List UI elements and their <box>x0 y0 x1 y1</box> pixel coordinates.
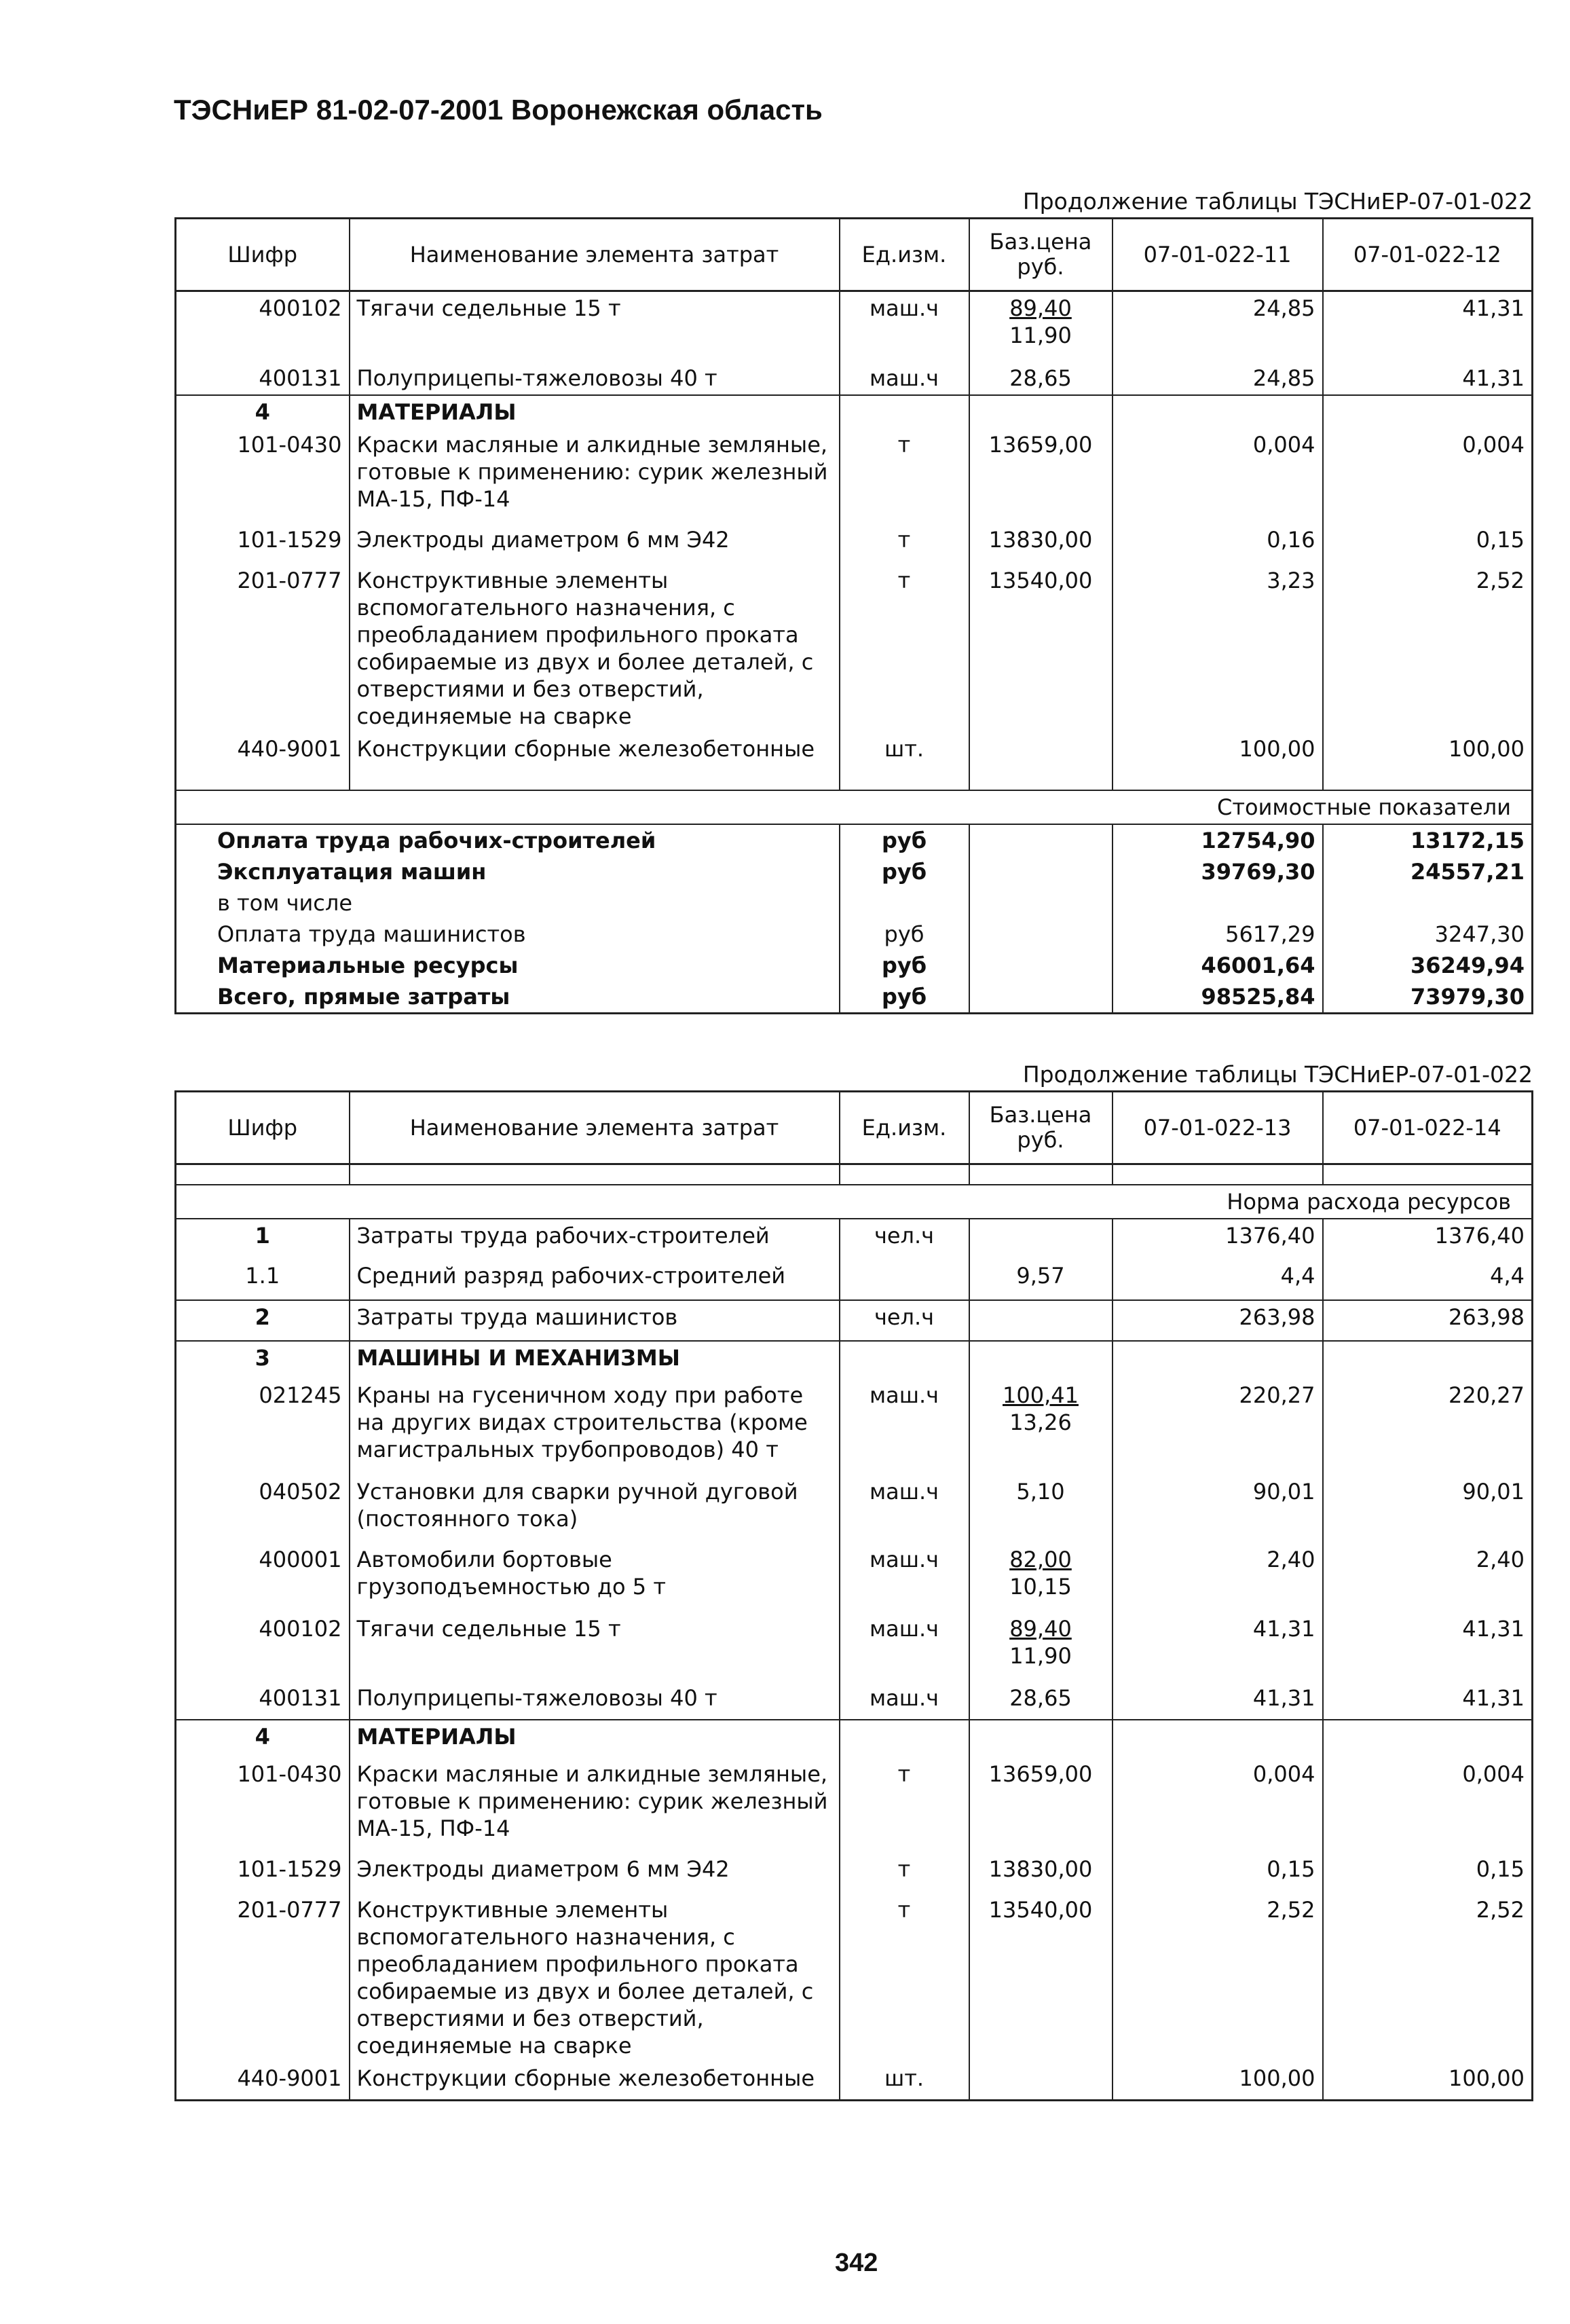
cost-value-12: 13172,15 <box>1323 824 1533 856</box>
cost-heading: Стоимостные показатели <box>176 790 1533 824</box>
row-value-13: 41,31 <box>1113 1612 1323 1682</box>
norm-heading-row <box>176 1185 1533 1219</box>
table-row <box>176 1219 1533 1259</box>
table2-caption: Продолжение таблицы ТЭСНиЕР-07-01-022 <box>1022 1061 1533 1088</box>
col-header-code-12: 07-01-022-12 <box>1323 219 1533 291</box>
row-price: 13830,00 <box>969 523 1113 564</box>
row-name: Средний разряд рабочих-строителей <box>350 1259 840 1300</box>
row-value-13: 0,004 <box>1113 1758 1323 1853</box>
row-unit: шт. <box>840 733 969 771</box>
row-value-13: 90,01 <box>1113 1475 1323 1543</box>
col-header-code-13: 07-01-022-13 <box>1113 1092 1323 1164</box>
row-unit: чел.ч <box>840 1219 969 1259</box>
row-unit: маш.ч <box>840 1475 969 1543</box>
row-name: Тягачи седельные 15 т <box>350 1612 840 1682</box>
col-header-name: Наименование элемента затрат <box>350 1092 840 1164</box>
cost-row <box>176 919 1533 950</box>
table-row <box>176 362 1533 395</box>
section-title: МАТЕРИАЛЫ <box>350 1720 840 1758</box>
cost-unit: руб <box>840 824 969 856</box>
document-title: ТЭСНиЕР 81-02-07-2001 Воронежская область <box>174 94 823 126</box>
row-value-12: 41,31 <box>1323 362 1533 395</box>
row-code: 400001 <box>176 1543 350 1612</box>
col-header-unit: Ед.изм. <box>840 1092 969 1164</box>
cost-row <box>176 887 1533 919</box>
row-price: 28,65 <box>969 362 1113 395</box>
table-row <box>176 1612 1533 1682</box>
cost-value-11: 46001,64 <box>1113 950 1323 981</box>
col-header-price: Баз.цена руб. <box>969 219 1113 291</box>
row-price: 13830,00 <box>969 1853 1113 1894</box>
row-code: 1.1 <box>176 1259 350 1300</box>
row-price <box>969 733 1113 771</box>
section-row <box>176 1720 1533 1758</box>
row-name: Полуприцепы-тяжеловозы 40 т <box>350 1682 840 1720</box>
cost-unit: руб <box>840 981 969 1014</box>
row-value-13: 220,27 <box>1113 1379 1323 1475</box>
row-price: 13659,00 <box>969 428 1113 523</box>
cost-unit: руб <box>840 919 969 950</box>
row-price-value: 100,41 <box>1003 1382 1079 1408</box>
row-value-14: 41,31 <box>1323 1612 1533 1682</box>
row-name: Электроды диаметром 6 мм Э42 <box>350 1853 840 1894</box>
row-code: 101-0430 <box>176 1758 350 1853</box>
cost-value-11: 98525,84 <box>1113 981 1323 1014</box>
row-code: 1 <box>176 1219 350 1259</box>
row-name: Краски масляные и алкидные земляные, готовые к применению: сурик железный МА-15, ПФ-14 <box>350 1758 840 1853</box>
col-header-price: Баз.цена руб. <box>969 1092 1113 1164</box>
row-unit: маш.ч <box>840 362 969 395</box>
cost-value-11: 39769,30 <box>1113 856 1323 887</box>
table-row <box>176 523 1533 564</box>
table-row <box>176 1475 1533 1543</box>
row-value-13: 263,98 <box>1113 1300 1323 1341</box>
table1 <box>174 217 1533 1014</box>
row-code: 201-0777 <box>176 1894 350 2062</box>
row-value-14: 2,52 <box>1323 1894 1533 2062</box>
row-value-14: 4,4 <box>1323 1259 1533 1300</box>
row-unit: т <box>840 1853 969 1894</box>
row-value-13: 2,52 <box>1113 1894 1323 2062</box>
row-name: Конструкции сборные железобетонные <box>350 2062 840 2100</box>
row-unit: т <box>840 428 969 523</box>
section-title: МАТЕРИАЛЫ <box>350 395 840 428</box>
cost-row <box>176 981 1533 1014</box>
cost-row <box>176 824 1533 856</box>
row-price <box>969 1300 1113 1341</box>
section-code: 4 <box>176 1720 350 1758</box>
row-code: 2 <box>176 1300 350 1341</box>
row-unit: маш.ч <box>840 1543 969 1612</box>
row-price-wage: 11,90 <box>1009 322 1072 348</box>
row-price-wage: 10,15 <box>1009 1574 1072 1600</box>
row-value-11: 0,004 <box>1113 428 1323 523</box>
row-name: Тягачи седельные 15 т <box>350 291 840 362</box>
row-code: 101-1529 <box>176 1853 350 1894</box>
row-value-14: 2,40 <box>1323 1543 1533 1612</box>
section-code: 3 <box>176 1341 350 1379</box>
row-price <box>969 1379 1113 1475</box>
col-header-code: Шифр <box>176 219 350 291</box>
col-header-unit: Ед.изм. <box>840 219 969 291</box>
cost-label: Оплата труда рабочих-строителей <box>176 824 840 856</box>
cost-unit: руб <box>840 950 969 981</box>
row-price <box>969 2062 1113 2100</box>
row-unit: т <box>840 564 969 733</box>
row-name: Конструктивные элементы вспомогательного назначения, с преобладанием профильного проката собираемые из двух и более деталей, с отверстиями и без отверстий, соединяемые на сварке <box>350 1894 840 2062</box>
row-value-13: 4,4 <box>1113 1259 1323 1300</box>
row-price <box>969 1612 1113 1682</box>
row-unit: чел.ч <box>840 1300 969 1341</box>
row-code: 400131 <box>176 362 350 395</box>
cost-heading-row <box>176 790 1533 824</box>
table-row <box>176 1758 1533 1853</box>
table-row <box>176 1894 1533 2062</box>
row-price: 9,57 <box>969 1259 1113 1300</box>
row-value-11: 100,00 <box>1113 733 1323 771</box>
col-header-code-14: 07-01-022-14 <box>1323 1092 1533 1164</box>
row-price <box>969 291 1113 362</box>
row-price: 28,65 <box>969 1682 1113 1720</box>
row-unit: шт. <box>840 2062 969 2100</box>
col-header-code: Шифр <box>176 1092 350 1164</box>
cost-value-11: 12754,90 <box>1113 824 1323 856</box>
table-row <box>176 428 1533 523</box>
cost-label: Материальные ресурсы <box>176 950 840 981</box>
row-name: Электроды диаметром 6 мм Э42 <box>350 523 840 564</box>
cost-label: Оплата труда машинистов <box>176 919 840 950</box>
cost-unit <box>840 887 969 919</box>
table-row <box>176 1300 1533 1341</box>
cost-label: в том числе <box>176 887 840 919</box>
row-price-value: 89,40 <box>1009 1616 1072 1642</box>
row-name: Установки для сварки ручной дуговой (постоянного тока) <box>350 1475 840 1543</box>
row-code: 201-0777 <box>176 564 350 733</box>
row-unit: маш.ч <box>840 1682 969 1720</box>
row-value-12: 0,15 <box>1323 523 1533 564</box>
row-value-14: 1376,40 <box>1323 1219 1533 1259</box>
table2-header-row <box>176 1092 1533 1164</box>
row-unit: маш.ч <box>840 291 969 362</box>
table-row <box>176 1682 1533 1720</box>
row-value-14: 0,004 <box>1323 1758 1533 1853</box>
row-price <box>969 1543 1113 1612</box>
cost-value-12: 24557,21 <box>1323 856 1533 887</box>
col-header-code-11: 07-01-022-11 <box>1113 219 1323 291</box>
row-name: Автомобили бортовые грузоподъемностью до 5 т <box>350 1543 840 1612</box>
cost-value-12 <box>1323 887 1533 919</box>
cost-unit: руб <box>840 856 969 887</box>
row-price: 13540,00 <box>969 564 1113 733</box>
table-row <box>176 2062 1533 2100</box>
table-row <box>176 733 1533 771</box>
table2 <box>174 1090 1533 2101</box>
row-name: Краски масляные и алкидные земляные, готовые к применению: сурик железный МА-15, ПФ-14 <box>350 428 840 523</box>
row-value-12: 100,00 <box>1323 733 1533 771</box>
row-value-11: 0,16 <box>1113 523 1323 564</box>
cost-value-11: 5617,29 <box>1113 919 1323 950</box>
row-unit: т <box>840 1894 969 2062</box>
row-price-wage: 11,90 <box>1009 1643 1072 1669</box>
row-value-14: 263,98 <box>1323 1300 1533 1341</box>
section-row <box>176 395 1533 428</box>
cost-value-11 <box>1113 887 1323 919</box>
row-unit: маш.ч <box>840 1379 969 1475</box>
cost-row <box>176 856 1533 887</box>
row-value-14: 220,27 <box>1323 1379 1533 1475</box>
section-code: 4 <box>176 395 350 428</box>
row-value-12: 41,31 <box>1323 291 1533 362</box>
row-name: Затраты труда рабочих-строителей <box>350 1219 840 1259</box>
row-value-12: 0,004 <box>1323 428 1533 523</box>
row-price: 13540,00 <box>969 1894 1113 2062</box>
row-unit: т <box>840 523 969 564</box>
row-code: 400102 <box>176 1612 350 1682</box>
table-row <box>176 1379 1533 1475</box>
row-price: 13659,00 <box>969 1758 1113 1853</box>
cost-value-12: 36249,94 <box>1323 950 1533 981</box>
row-code: 101-0430 <box>176 428 350 523</box>
table1-caption: Продолжение таблицы ТЭСНиЕР-07-01-022 <box>1022 188 1533 215</box>
cost-row <box>176 950 1533 981</box>
cost-label: Всего, прямые затраты <box>176 981 840 1014</box>
section-row <box>176 1341 1533 1379</box>
row-value-13: 0,15 <box>1113 1853 1323 1894</box>
row-price: 5,10 <box>969 1475 1113 1543</box>
row-value-12: 2,52 <box>1323 564 1533 733</box>
row-code: 400131 <box>176 1682 350 1720</box>
row-value-11: 3,23 <box>1113 564 1323 733</box>
row-value-11: 24,85 <box>1113 291 1323 362</box>
row-code: 400102 <box>176 291 350 362</box>
cost-value-12: 3247,30 <box>1323 919 1533 950</box>
table1-header-row <box>176 219 1533 291</box>
row-code: 101-1529 <box>176 523 350 564</box>
norm-heading: Норма расхода ресурсов <box>176 1185 1533 1219</box>
row-unit: т <box>840 1758 969 1853</box>
row-unit <box>840 1259 969 1300</box>
row-value-14: 0,15 <box>1323 1853 1533 1894</box>
col-header-name: Наименование элемента затрат <box>350 219 840 291</box>
row-name: Краны на гусеничном ходу при работе на других видах строительства (кроме магистральных трубопроводов) 40 т <box>350 1379 840 1475</box>
row-price-value: 89,40 <box>1009 295 1072 321</box>
table-row <box>176 1543 1533 1612</box>
row-value-11: 24,85 <box>1113 362 1323 395</box>
cost-value-12: 73979,30 <box>1323 981 1533 1014</box>
row-value-13: 1376,40 <box>1113 1219 1323 1259</box>
row-code: 440-9001 <box>176 733 350 771</box>
row-value-14: 41,31 <box>1323 1682 1533 1720</box>
row-value-14: 100,00 <box>1323 2062 1533 2100</box>
row-price-value: 82,00 <box>1009 1547 1072 1572</box>
row-name: Полуприцепы-тяжеловозы 40 т <box>350 362 840 395</box>
table-row <box>176 1853 1533 1894</box>
row-code: 440-9001 <box>176 2062 350 2100</box>
table-row <box>176 564 1533 733</box>
row-value-14: 90,01 <box>1323 1475 1533 1543</box>
row-value-13: 100,00 <box>1113 2062 1323 2100</box>
row-price-wage: 13,26 <box>1009 1409 1072 1435</box>
section-title: МАШИНЫ И МЕХАНИЗМЫ <box>350 1341 840 1379</box>
table-row <box>176 1259 1533 1300</box>
row-code: 040502 <box>176 1475 350 1543</box>
row-name: Затраты труда машинистов <box>350 1300 840 1341</box>
row-name: Конструкции сборные железобетонные <box>350 733 840 771</box>
row-price <box>969 1219 1113 1259</box>
row-value-13: 41,31 <box>1113 1682 1323 1720</box>
row-unit: маш.ч <box>840 1612 969 1682</box>
cost-label: Эксплуатация машин <box>176 856 840 887</box>
table-row <box>176 291 1533 362</box>
page-number: 342 <box>835 2249 878 2277</box>
row-code: 021245 <box>176 1379 350 1475</box>
row-name: Конструктивные элементы вспомогательного назначения, с преобладанием профильного проката собираемые из двух и более деталей, с отверстиями и без отверстий, соединяемые на сварке <box>350 564 840 733</box>
row-value-13: 2,40 <box>1113 1543 1323 1612</box>
